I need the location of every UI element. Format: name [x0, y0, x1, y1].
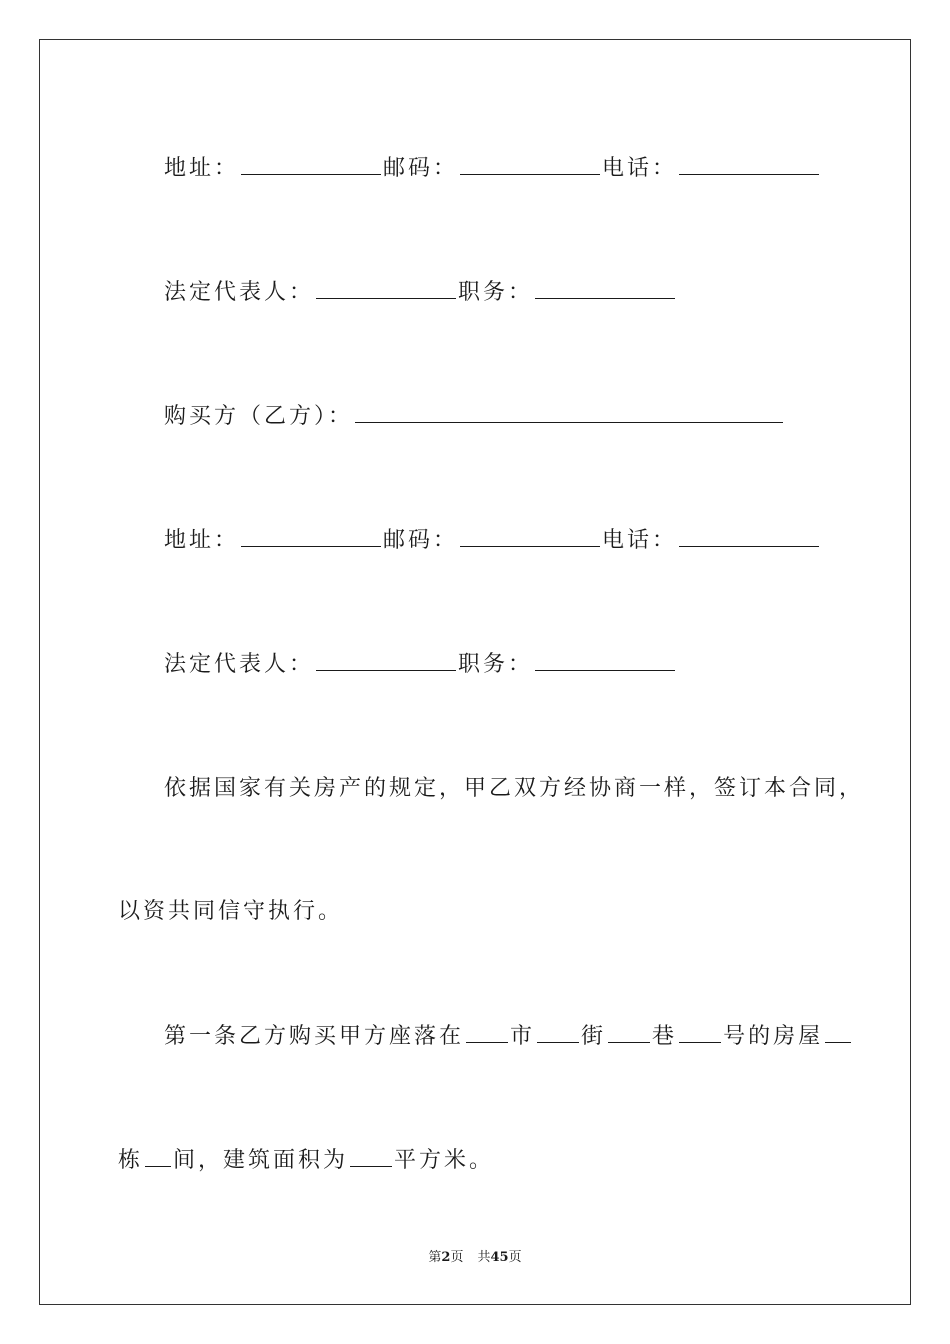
preamble-text-1: 依据国家有关房产的规定，甲乙双方经协商一样，签订本合同， [164, 776, 865, 801]
address-label: 地址： [164, 156, 240, 181]
preamble-text-2: 以资共同信守执行。 [118, 899, 344, 924]
preamble-line-2 [40, 892, 910, 932]
title-label: 职务： [458, 280, 534, 305]
street-label: 街 [581, 1024, 607, 1049]
total-prefix: 共 [477, 1250, 491, 1265]
page-frame [39, 39, 911, 1305]
page-prefix: 第 [428, 1250, 442, 1265]
postcode-label: 邮码： [383, 528, 459, 553]
city-label: 市 [510, 1024, 536, 1049]
page-footer [0, 1246, 950, 1265]
phone-label: 电话： [602, 156, 678, 181]
total-suffix: 页 [508, 1250, 522, 1265]
title-label: 职务： [458, 652, 534, 677]
postcode-blank [460, 520, 600, 547]
address-blank [241, 148, 381, 175]
buyer-line [40, 396, 910, 436]
rep-label: 法定代表人： [164, 280, 315, 305]
postcode-blank [460, 148, 600, 175]
buyer-address-line [40, 520, 910, 560]
seller-rep-line [40, 272, 910, 312]
room-blank [145, 1140, 171, 1167]
area-unit: 平方米。 [394, 1148, 495, 1173]
lane-blank [608, 1016, 650, 1043]
street-blank [537, 1016, 579, 1043]
area-label: 间，建筑面积为 [173, 1148, 349, 1173]
phone-blank [679, 148, 819, 175]
rep-blank [316, 644, 456, 671]
total-pages: 45 [490, 1250, 509, 1265]
address-label: 地址： [164, 528, 240, 553]
rep-label: 法定代表人： [164, 652, 315, 677]
seller-address-line [40, 148, 910, 188]
preamble-line-1 [40, 769, 910, 809]
buyer-blank [355, 396, 783, 423]
title-blank [535, 644, 675, 671]
rep-blank [316, 272, 456, 299]
city-blank [466, 1016, 508, 1043]
phone-label: 电话： [602, 528, 678, 553]
area-blank [350, 1140, 392, 1167]
title-blank [535, 272, 675, 299]
number-blank [679, 1016, 721, 1043]
buyer-label: 购买方（乙方）： [164, 404, 354, 429]
page-number: 2 [441, 1250, 451, 1265]
article1-line-2 [40, 1140, 910, 1180]
house-label: 号的房屋 [723, 1024, 824, 1049]
lane-label: 巷 [652, 1024, 678, 1049]
address-blank [241, 520, 381, 547]
article1-line-1 [40, 1016, 910, 1056]
building-blank [825, 1016, 851, 1043]
article1-text-1: 第一条乙方购买甲方座落在 [164, 1024, 465, 1049]
phone-blank [679, 520, 819, 547]
page-suffix: 页 [450, 1250, 464, 1265]
building-unit-label: 栋 [118, 1148, 144, 1173]
buyer-rep-line [40, 644, 910, 684]
postcode-label: 邮码： [383, 156, 459, 181]
